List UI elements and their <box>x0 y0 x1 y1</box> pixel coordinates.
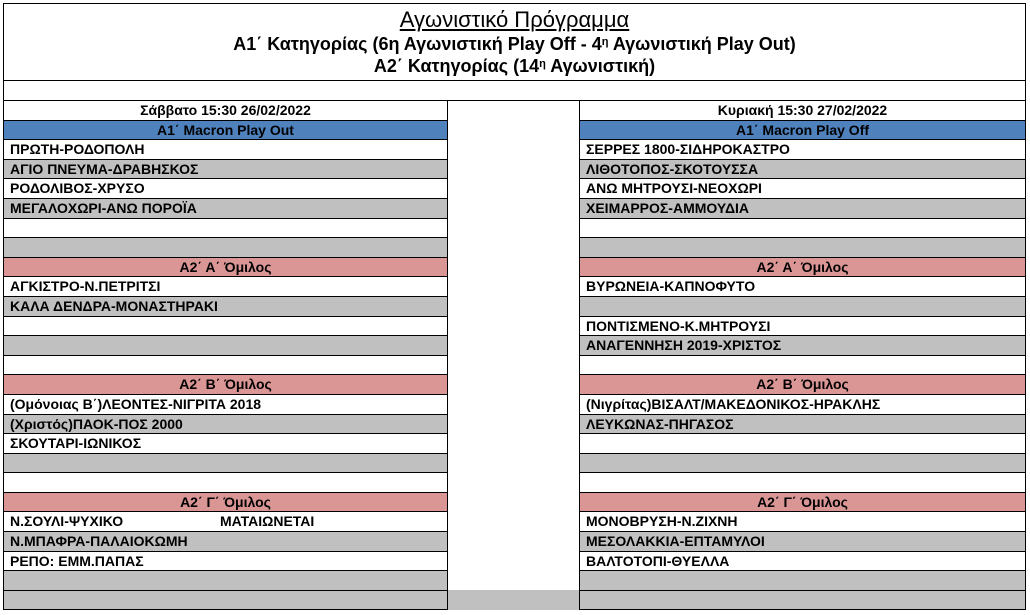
row-text: Α2΄ Β΄ Όμιλος <box>179 376 272 393</box>
row-text: ΧΕΙΜΑΡΡΟΣ-ΑΜΜΟΥΔΙΑ <box>586 199 750 216</box>
row-text: Α2΄ Α΄ Όμιλος <box>756 258 849 275</box>
row-text: (Χριστός)ΠΑΟΚ-ΠΟΣ 2000 <box>10 415 183 432</box>
match-row <box>4 179 447 199</box>
match-row <box>580 591 1025 611</box>
match-row <box>580 512 1025 532</box>
page-title: Αγωνιστικό Πρόγραμμα <box>399 7 630 32</box>
row-text: Α2΄ Γ΄ Όμιλος <box>757 493 848 510</box>
match-row <box>4 297 447 317</box>
group-header-row <box>4 258 447 278</box>
row-text: Α1΄ Macron Play Out <box>157 121 294 138</box>
row-text: ΒΥΡΩΝΕΙΑ-ΚΑΠΝΟΦΥΤΟ <box>586 278 756 295</box>
cancelled-note: ΜΑΤΑΙΩΝΕΤΑΙ <box>220 513 315 530</box>
match-row <box>4 454 447 474</box>
sunday-date: Κυριακή 15:30 27/02/2022 <box>580 101 1025 121</box>
match-row <box>580 219 1025 239</box>
match-row <box>4 356 447 376</box>
match-row <box>580 571 1025 591</box>
group-header-row <box>580 258 1025 278</box>
row-text: Α2΄ Γ΄ Όμιλος <box>180 493 271 510</box>
match-row <box>4 219 447 239</box>
row-text: ΣΚΟΥΤΑΡΙ-ΙΩΝΙΚΟΣ <box>10 435 142 452</box>
column-gap <box>448 101 579 610</box>
a1-subtitle-sup: η <box>601 36 609 48</box>
match-row <box>580 552 1025 572</box>
sunday-column <box>579 101 1026 610</box>
group-header-row <box>580 493 1025 513</box>
match-row <box>4 532 447 552</box>
row-text: ΛΕΥΚΩΝΑΣ-ΠΗΓΑΣΟΣ <box>586 415 734 432</box>
row-text: ΠΡΩΤΗ-ΡΟΔΟΠΟΛΗ <box>10 141 145 158</box>
row-text: Α2΄ Β΄ Όμιλος <box>756 376 849 393</box>
row-text: ΜΟΝΟΒΡΥΣΗ-Ν.ΖΙΧΝΗ <box>586 513 738 530</box>
match-row <box>4 591 447 611</box>
group-header-row <box>580 375 1025 395</box>
match-row <box>580 473 1025 493</box>
match-row <box>580 415 1025 435</box>
a1-subtitle-end: Αγωνιστική Play Out) <box>608 34 796 54</box>
match-row <box>580 179 1025 199</box>
row-text: ΑΝΩ ΜΗΤΡΟΥΣΙ-ΝΕΟΧΩΡΙ <box>586 180 762 197</box>
row-text: ΛΙΘΟΤΟΠΟΣ-ΣΚΟΤΟΥΣΣΑ <box>586 160 759 177</box>
match-row <box>580 532 1025 552</box>
match-row <box>4 571 447 591</box>
match-row <box>4 415 447 435</box>
match-row <box>4 336 447 356</box>
group-header-row <box>4 375 447 395</box>
a1-subtitle-main: Α1΄ Κατηγορίας (6η Αγωνιστική Play Off - 4 <box>233 34 602 54</box>
group-header-row <box>580 121 1025 141</box>
row-text: (Ομόνοιας Β΄)ΛΕΟΝΤΕΣ-ΝΙΓΡΙΤΑ 2018 <box>10 395 262 412</box>
group-header-row <box>4 493 447 513</box>
schedule-header <box>3 3 1026 81</box>
row-text: ΣΕΡΡΕΣ 1800-ΣΙΔΗΡΟΚΑΣΤΡΟ <box>586 141 790 158</box>
row-text: Α1΄ Macron Play Off <box>735 121 870 138</box>
saturday-column <box>3 101 448 610</box>
match-row <box>4 238 447 258</box>
match-row <box>4 512 447 532</box>
match-row <box>580 297 1025 317</box>
match-row <box>580 277 1025 297</box>
match-row <box>580 140 1025 160</box>
match-row <box>580 454 1025 474</box>
match-row <box>580 356 1025 376</box>
match-row <box>4 317 447 337</box>
a1-subtitle <box>4 33 1025 55</box>
a2-subtitle-sup: η <box>539 58 546 70</box>
match-row <box>4 277 447 297</box>
match-row <box>4 140 447 160</box>
match-row <box>4 552 447 572</box>
row-text: Α2΄ Α΄ Όμιλος <box>179 258 272 275</box>
row-text: (Νιγρίτας)ΒΙΣΑΛΤ/ΜΑΚΕΔΟΝΙΚΟΣ-ΗΡΑΚΛΗΣ <box>586 395 881 412</box>
row-text: Ν.ΣΟΥΛΙ-ΨΥΧΙΚΟ <box>10 513 124 530</box>
match-row <box>580 160 1025 180</box>
row-text: ΚΑΛΑ ΔΕΝΔΡΑ-ΜΟΝΑΣΤΗΡΑΚΙ <box>10 297 218 314</box>
a2-subtitle <box>4 55 1025 77</box>
match-row <box>4 434 447 454</box>
match-row <box>580 395 1025 415</box>
row-text: ΑΓΙΟ ΠΝΕΥΜΑ-ΔΡΑΒΗΣΚΟΣ <box>10 160 199 177</box>
match-row <box>580 336 1025 356</box>
match-row <box>4 199 447 219</box>
a2-subtitle-main: Α2΄ Κατηγορίας (14 <box>373 56 540 76</box>
gap-bottom-fill <box>448 590 579 610</box>
row-text: ΡΕΠΟ: ΕΜΜ.ΠΑΠΑΣ <box>10 552 144 569</box>
header-spacer-row <box>3 81 1026 101</box>
match-row <box>4 395 447 415</box>
row-text: ΒΑΛΤΟΤΟΠΙ-ΘΥΕΛΛΑ <box>586 552 730 569</box>
row-text: ΑΓΚΙΣΤΡΟ-Ν.ΠΕΤΡΙΤΣΙ <box>10 278 161 295</box>
row-text: ΠΟΝΤΙΣΜΕΝΟ-Κ.ΜΗΤΡΟΥΣΙ <box>586 317 771 334</box>
match-row <box>580 317 1025 337</box>
match-row <box>580 434 1025 454</box>
row-text: ΑΝΑΓΕΝΝΗΣΗ 2019-ΧΡΙΣΤΟΣ <box>586 337 782 354</box>
group-header-row <box>4 121 447 141</box>
match-row <box>580 199 1025 219</box>
row-text: ΜΕΣΟΛΑΚΚΙΑ-ΕΠΤΑΜΥΛΟΙ <box>586 533 765 550</box>
match-row <box>4 473 447 493</box>
match-row <box>4 160 447 180</box>
a2-subtitle-end: Αγωνιστική) <box>545 56 656 76</box>
row-text: Ν.ΜΠΑΦΡΑ-ΠΑΛΑΙΟΚΩΜΗ <box>10 533 188 550</box>
row-text: ΜΕΓΑΛΟΧΩΡΙ-ΑΝΩ ΠΟΡΟΪΑ <box>10 199 197 216</box>
match-row <box>580 238 1025 258</box>
saturday-date: Σάββατο 15:30 26/02/2022 <box>4 101 447 121</box>
row-text: ΡΟΔΟΛΙΒΟΣ-ΧΡΥΣΟ <box>10 180 145 197</box>
